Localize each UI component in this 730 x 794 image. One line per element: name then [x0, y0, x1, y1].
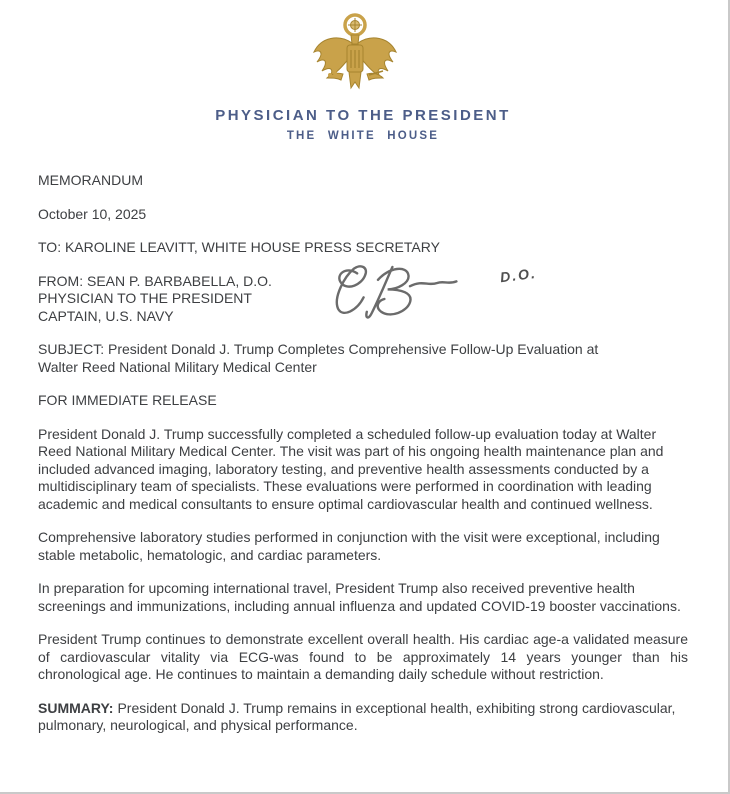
body-paragraph-4: President Trump continues to demonstrate excellent overall health. His cardiac age-a validated measure of cardiovascular vitality via ECG-was found to be approximately 14 years younger than his chronological age. He continues to maintain a demanding daily schedule without restriction.: [38, 631, 688, 682]
release-line: FOR IMMEDIATE RELEASE: [38, 392, 217, 408]
body-paragraph-2: Comprehensive laboratory studies performed in conjunction with the visit were exceptional, including stable metabolic, hematologic, and cardiac parameters.: [38, 529, 660, 563]
memo-subject-line: SUBJECT: President Donald J. Trump Completes Comprehensive Follow-Up Evaluation at Walter Reed National Military Medical Center: [38, 341, 599, 375]
body-paragraph-3: In preparation for upcoming international travel, President Trump also received preventive health screenings and immunizations, including annual influenza and updated COVID-19 booster vaccinations.: [38, 580, 681, 614]
summary-paragraph: [38, 700, 688, 735]
memo-doc-type: MEMORANDUM: [38, 172, 143, 188]
memo-from-rank: CAPTAIN, U.S. NAVY: [38, 307, 174, 324]
memo-to-line: TO: KAROLINE LEAVITT, WHITE HOUSE PRESS SECRETARY: [38, 239, 440, 255]
memo-from-line: FROM: SEAN P. BARBABELLA, D.O.: [38, 272, 272, 289]
summary-label: SUMMARY:: [38, 699, 114, 716]
presidential-eagle-seal-icon: [307, 12, 403, 98]
summary-text: President Donald J. Trump remains in exceptional health, exhibiting strong cardiovascular, pulmonary, neurological, and physical performance.: [38, 699, 676, 733]
signature-credential-annotation: D.O.: [499, 264, 538, 285]
memo-date: October 10, 2025: [38, 205, 147, 222]
body-paragraph-1: President Donald J. Trump successfully completed a scheduled follow-up evaluation today at Walter Reed National Military Medical Center. The visit was part of his ongoing health maintenance plan and included advanced imaging, laboratory testing, and preventive health assessments conducted by a multidisciplinary team of specialists. These evaluations were performed in coordination with leading academic and medical consultants to ensure optimal cardiovascular health and continued wellness.: [38, 425, 664, 512]
letterhead-title: PHYSICIAN TO THE PRESIDENT: [215, 107, 511, 124]
memo-from-title: PHYSICIAN TO THE PRESIDENT: [38, 290, 252, 306]
memo-from-block: [38, 264, 688, 326]
seal-container: [30, 12, 680, 103]
letterhead-subtitle: THE WHITE HOUSE: [286, 130, 440, 142]
